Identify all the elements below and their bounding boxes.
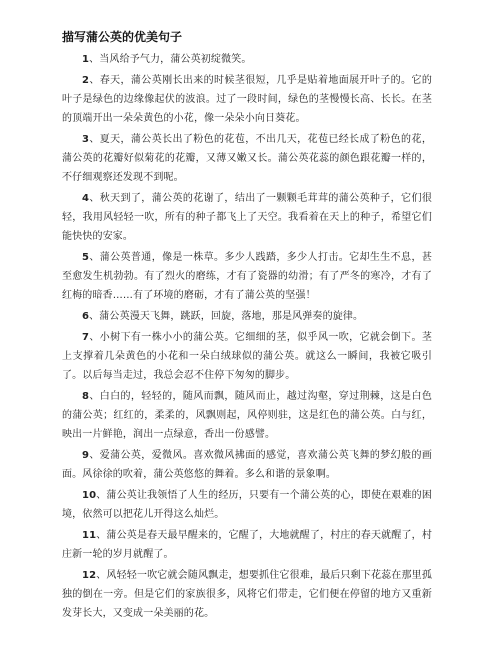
- paragraph-number-separator: 、: [96, 570, 107, 581]
- document-body: [62, 50, 432, 623]
- paragraph: [62, 566, 432, 623]
- paragraph: [62, 526, 432, 564]
- paragraph-text: 当风给予气力，蒲公英初绽微笑。: [99, 54, 252, 65]
- page-title: 描写蒲公英的优美句子: [62, 30, 183, 44]
- paragraph-text: 小树下有一株小小的蒲公英。它细细的茎，似乎风一吹，它就会倒下。茎上支撑着几朵黄色的小花和一朵白绒球似的蒲公英。就这么一瞬间，我被它吸引了。以后每当走过，我总会忍不住停下匆匆的脚步。: [62, 332, 432, 381]
- paragraph-text: 风轻轻一吹它就会随风飘走，想要抓住它很难，最后只剩下花蕊在那里孤独的倒在一旁。但是它们的家族很多，风将它们带走，它们便在停留的地方又重新发芽长大，又变成一朵美丽的花。: [62, 570, 432, 619]
- paragraph-number-separator: 、: [89, 252, 100, 263]
- paragraph-number: 12: [82, 570, 97, 581]
- paragraph-number: 6: [82, 311, 90, 322]
- paragraph-number: 5: [82, 252, 90, 263]
- paragraph-number-separator: 、: [89, 332, 100, 343]
- paragraph-number: 9: [82, 450, 90, 461]
- paragraph-number: 3: [82, 134, 90, 145]
- paragraph-number: 10: [82, 490, 97, 501]
- paragraph-text: 秋天到了，蒲公英的花谢了，结出了一颗颗毛茸茸的蒲公英种子，它们很轻，我用风轻轻一吹，所有的种子都飞上了天空。我看着在天上的种子，希望它们能快快的安家。: [62, 193, 432, 242]
- paragraph-number: 1: [82, 54, 90, 65]
- paragraph-number-separator: 、: [89, 311, 100, 322]
- paragraph-number-separator: 、: [89, 134, 100, 145]
- paragraph-text: 蒲公英让我领悟了人生的经历，只要有一个蒲公英的心，即使在艰难的困境，依然可以把花儿开得这么灿烂。: [62, 490, 432, 520]
- paragraph-number-separator: 、: [89, 450, 100, 461]
- paragraph: [62, 307, 432, 326]
- paragraph: [62, 248, 432, 305]
- paragraph-number: 2: [82, 75, 90, 86]
- paragraph: [62, 387, 432, 444]
- paragraph: [62, 71, 432, 128]
- paragraph-text: 蒲公英是春天最早醒来的，它醒了，大地就醒了，村庄的春天就醒了，村庄新一轮的岁月就醒了。: [62, 530, 432, 560]
- paragraph-number-separator: 、: [89, 391, 100, 402]
- paragraph-number: 8: [82, 391, 90, 402]
- paragraph: [62, 130, 432, 187]
- paragraph-text: 白白的，轻轻的，随风而飘，随风而止，越过沟壑，穿过荆棘，这是白色的蒲公英；红红的，柔柔的，风飘则起，风停则驻，这是红色的蒲公英。白与红，映出一片鲜艳，润出一点绿意，香出一份感譬。: [62, 391, 432, 440]
- paragraph: [62, 446, 432, 484]
- paragraph-number-separator: 、: [89, 193, 100, 204]
- paragraph: [62, 50, 432, 69]
- paragraph: [62, 189, 432, 246]
- paragraph-text: 蒲公英漫天飞舞，跳跃，回旋，落地，那是风弹奏的旋律。: [99, 311, 364, 322]
- paragraph: [62, 486, 432, 524]
- paragraph-text: 夏天，蒲公英长出了粉色的花苞，不出几天，花苞已经长成了粉色的花，蒲公英的花瓣好似菊花的花瓣，又薄又嫩又长。蒲公英花蕊的颜色跟花瓣一样的，不仔细观察还发现不到呢。: [62, 134, 432, 183]
- paragraph-text: 蒲公英普通，像是一株草。多少人践踏，多少人打击。它却生生不息，甚至愈发生机勃勃。有了烈火的磨练，才有了瓷器的幼滑；有了严冬的寒冷，才有了红梅的暗香……有了环境的磨砺，才有了蒲公英的坚强！: [62, 252, 432, 301]
- paragraph-number-separator: 、: [89, 75, 100, 86]
- paragraph-number: 11: [82, 530, 97, 541]
- paragraph-number: 7: [82, 332, 90, 343]
- paragraph-number-separator: 、: [89, 54, 100, 65]
- paragraph-text: 春天，蒲公英刚长出来的时候茎很短，几乎是贴着地面展开叶子的。它的叶子是绿色的边缘像起伏的波浪。过了一段时间，绿色的茎慢慢长高、长长。在茎的顶端开出一朵朵黄色的小花，像一朵朵小向日葵花。: [62, 75, 432, 124]
- paragraph-text: 爱蒲公英，爱微风。喜欢微风拂面的感觉，喜欢蒲公英飞舞的梦幻般的画面。风徐徐的吹着，蒲公英悠悠的舞着。多么和谐的景象啊。: [62, 450, 432, 480]
- paragraph-number-separator: 、: [96, 490, 107, 501]
- paragraph-number: 4: [82, 193, 90, 204]
- paragraph-number-separator: 、: [96, 530, 107, 541]
- paragraph: [62, 328, 432, 385]
